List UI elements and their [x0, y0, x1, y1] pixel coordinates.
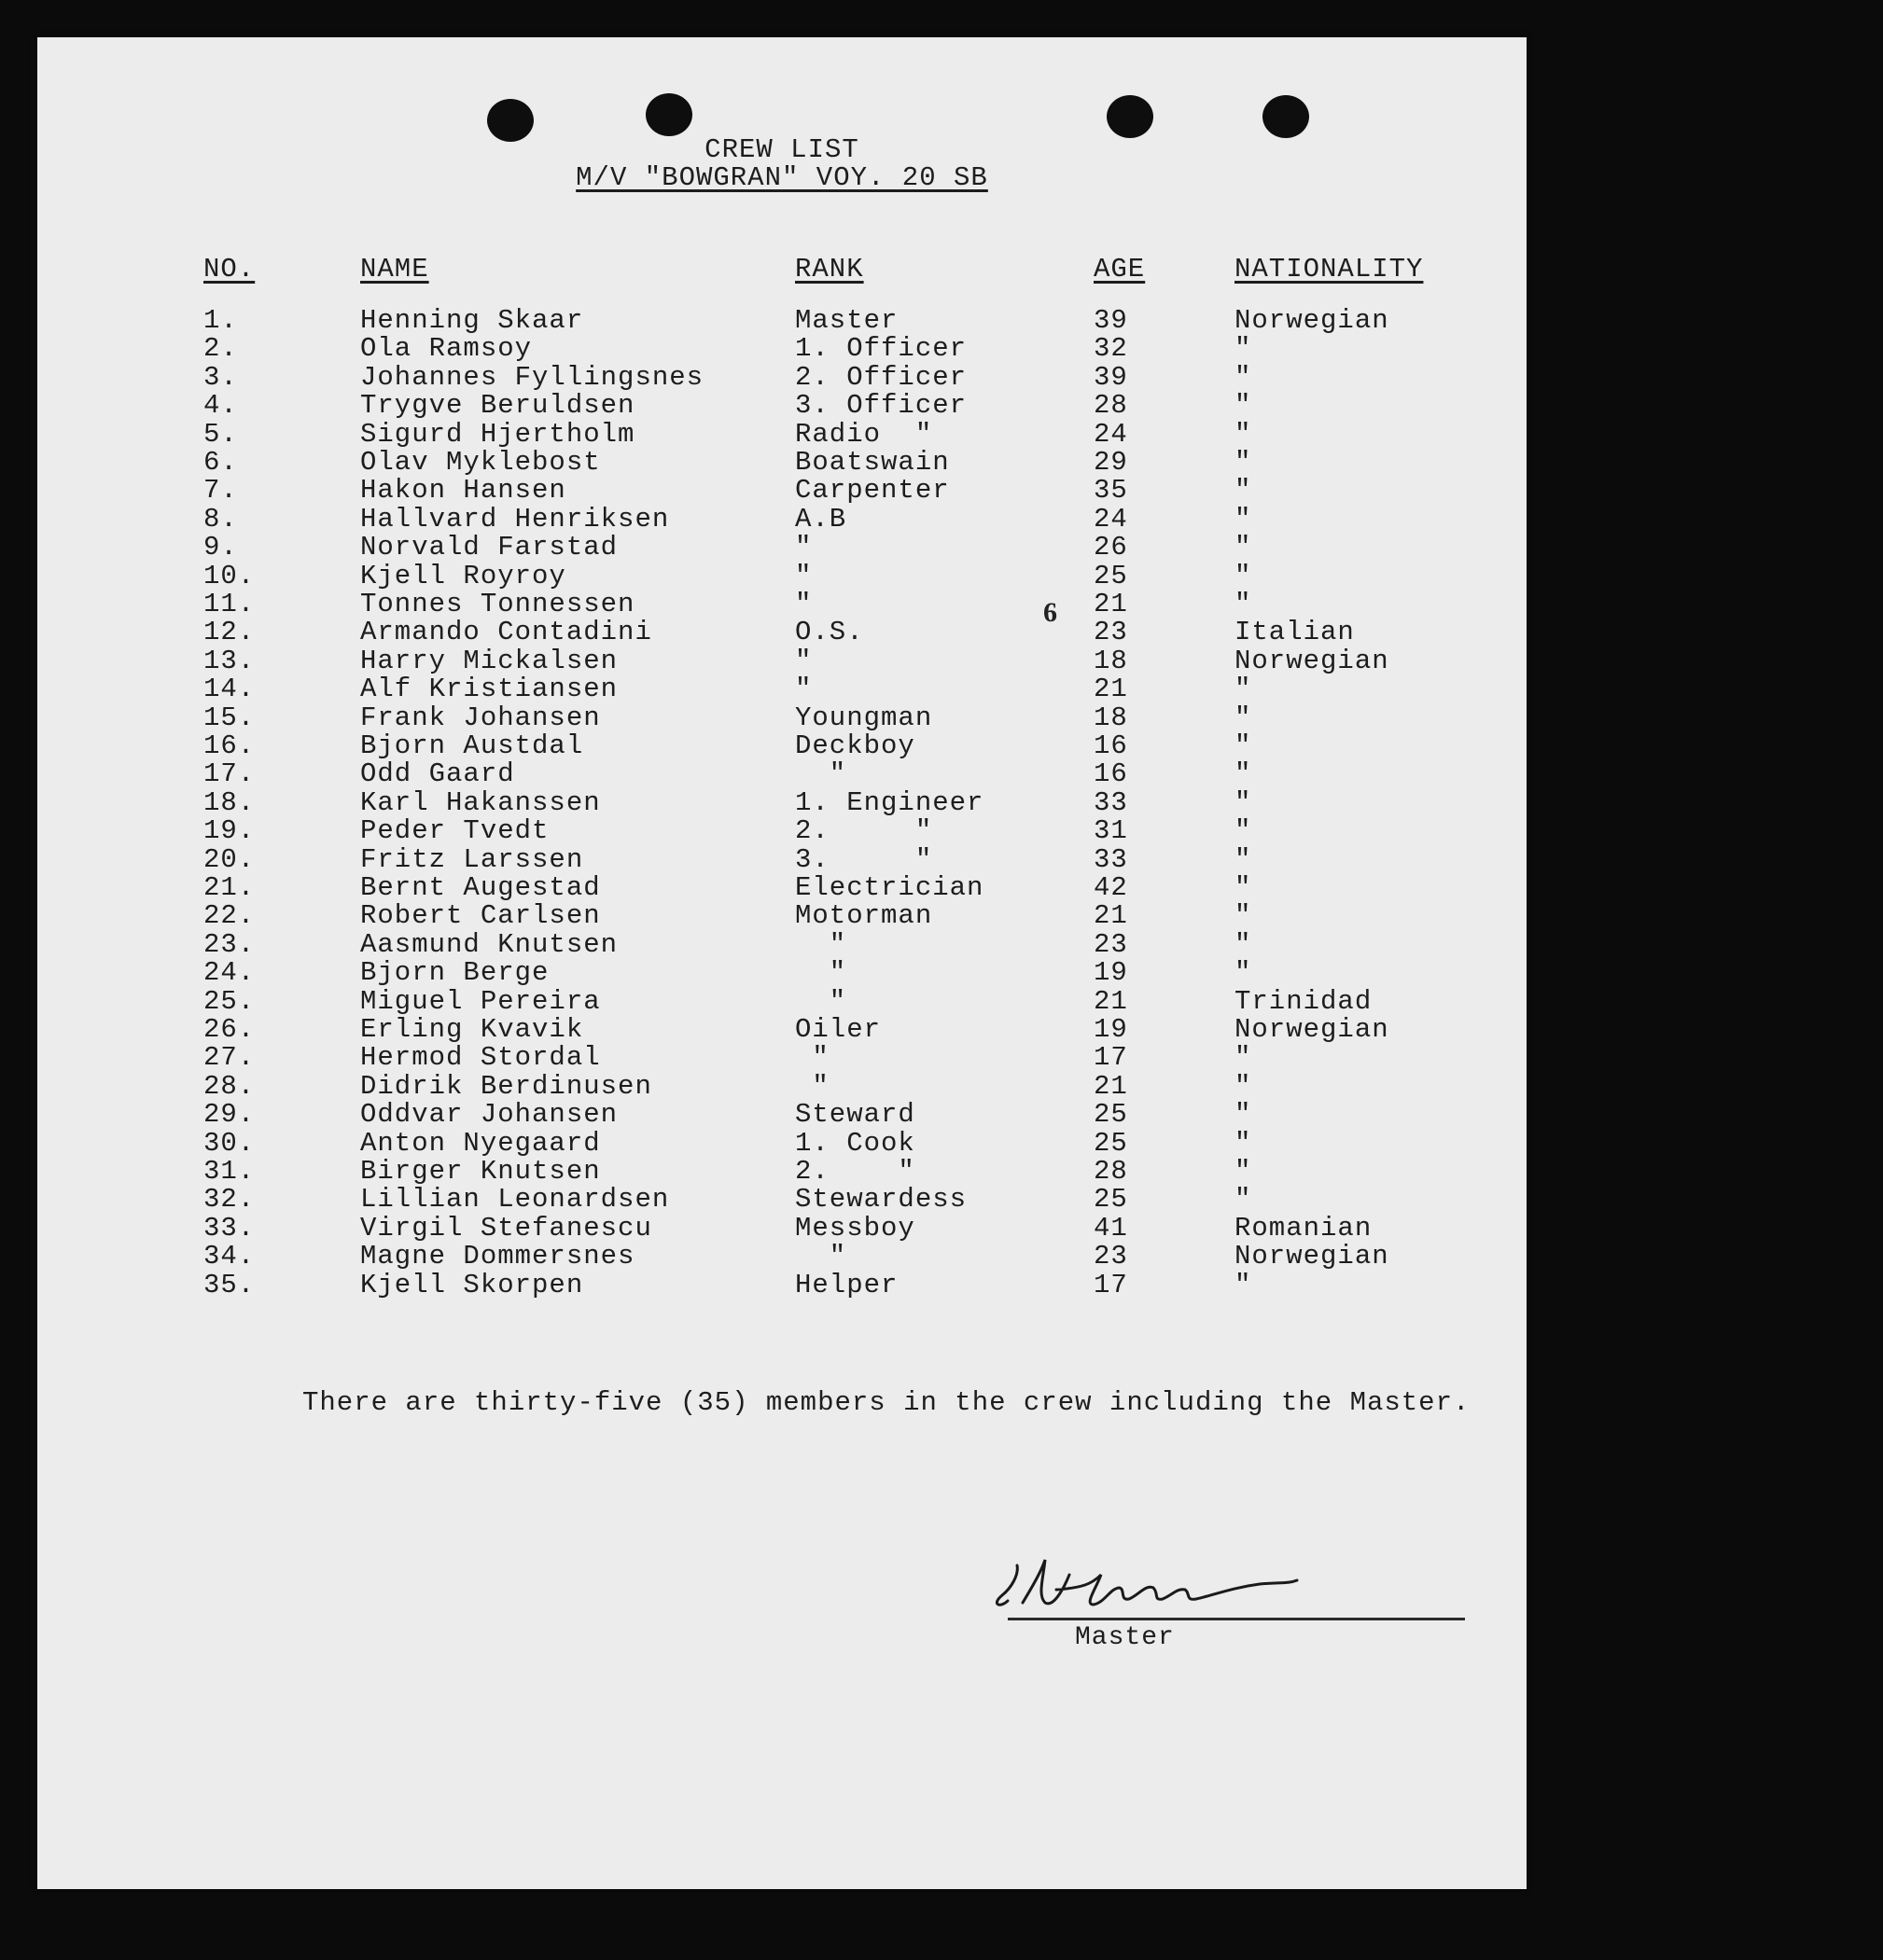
- crew-name: Alf Kristiansen: [360, 674, 619, 705]
- crew-nationality: ": [1234, 900, 1252, 932]
- crew-rank: Youngman: [795, 702, 933, 733]
- crew-nationality: ": [1234, 418, 1252, 450]
- crew-rank: 1. Officer: [795, 333, 968, 365]
- crew-no: 15.: [203, 702, 256, 733]
- crew-no: 12.: [203, 617, 256, 648]
- punch-hole: [646, 93, 692, 136]
- crew-rank: Steward: [795, 1099, 915, 1131]
- crew-age: 39: [1094, 305, 1128, 336]
- crew-name: Bjorn Berge: [360, 957, 550, 989]
- crew-rank: Master: [795, 305, 899, 336]
- crew-rank: Boatswain: [795, 447, 950, 478]
- crew-age: 24: [1094, 503, 1128, 535]
- column-header-nationality: NATIONALITY: [1234, 254, 1424, 285]
- crew-nationality: ": [1234, 475, 1252, 507]
- punch-hole: [1262, 95, 1309, 138]
- document-title: CREW LIST: [704, 134, 859, 165]
- crew-age: 24: [1094, 418, 1128, 450]
- crew-name: Odd Gaard: [360, 758, 515, 790]
- crew-rank: ": [795, 674, 813, 705]
- crew-age: 21: [1094, 900, 1128, 932]
- crew-rank: ": [795, 928, 847, 960]
- crew-name: Olav Myklebost: [360, 447, 601, 478]
- crew-age: 21: [1094, 1070, 1128, 1102]
- crew-rank: Electrician: [795, 872, 984, 903]
- crew-age: 21: [1094, 985, 1128, 1017]
- crew-no: 10.: [203, 560, 256, 591]
- crew-name: Fritz Larssen: [360, 843, 584, 875]
- crew-age: 28: [1094, 390, 1128, 422]
- crew-rank: O.S.: [795, 617, 864, 648]
- crew-name: Kjell Skorpen: [360, 1269, 584, 1300]
- crew-rank: Messboy: [795, 1212, 915, 1244]
- crew-rank: 2. ": [795, 815, 933, 847]
- crew-no: 7.: [203, 475, 238, 507]
- crew-rank: Carpenter: [795, 475, 950, 507]
- crew-no: 35.: [203, 1269, 256, 1300]
- crew-name: Robert Carlsen: [360, 900, 601, 932]
- crew-name: Ola Ramsoy: [360, 333, 533, 365]
- crew-rank: Deckboy: [795, 730, 915, 761]
- crew-rank: Stewardess: [795, 1184, 968, 1216]
- crew-no: 30.: [203, 1127, 256, 1159]
- crew-no: 31.: [203, 1156, 256, 1187]
- crew-age: 19: [1094, 1014, 1128, 1045]
- signature-line: [1008, 1618, 1465, 1620]
- signature: [980, 1547, 1465, 1621]
- crew-age: 21: [1094, 589, 1128, 619]
- crew-rank: ": [795, 985, 847, 1017]
- column-header-rank: RANK: [795, 254, 864, 285]
- crew-nationality: ": [1234, 361, 1252, 393]
- crew-age: 42: [1094, 872, 1128, 903]
- crew-no: 17.: [203, 758, 256, 790]
- crew-rank: ": [795, 532, 813, 563]
- crew-name: Norvald Farstad: [360, 532, 619, 563]
- crew-no: 28.: [203, 1070, 256, 1102]
- crew-rank: A.B: [795, 503, 847, 535]
- crew-name: Didrik Berdinusen: [360, 1070, 652, 1102]
- crew-nationality: ": [1234, 674, 1252, 705]
- crew-no: 3.: [203, 361, 238, 393]
- crew-name: Trygve Beruldsen: [360, 390, 635, 422]
- crew-no: 8.: [203, 503, 238, 535]
- crew-rank: 2. Officer: [795, 361, 968, 393]
- crew-age: 25: [1094, 1127, 1128, 1159]
- crew-no: 25.: [203, 985, 256, 1017]
- crew-age: 23: [1094, 1241, 1128, 1272]
- crew-no: 21.: [203, 872, 256, 903]
- crew-rank: ": [795, 645, 813, 676]
- crew-no: 1.: [203, 305, 238, 336]
- crew-age: 39: [1094, 361, 1128, 393]
- crew-summary: There are thirty-five (35) members in the crew including the Master.: [302, 1387, 1471, 1418]
- crew-name: Miguel Pereira: [360, 985, 601, 1017]
- crew-age: 18: [1094, 645, 1128, 676]
- crew-nationality: ": [1234, 1156, 1252, 1187]
- column-header-no: NO.: [203, 254, 256, 285]
- crew-rank: Oiler: [795, 1014, 882, 1045]
- crew-age: 41: [1094, 1212, 1128, 1244]
- crew-rank: 3. Officer: [795, 390, 968, 422]
- signature-label: Master: [1075, 1623, 1175, 1652]
- crew-name: Magne Dommersnes: [360, 1241, 635, 1272]
- crew-no: 26.: [203, 1014, 256, 1045]
- crew-nationality: ": [1234, 957, 1252, 989]
- crew-age: 31: [1094, 815, 1128, 847]
- crew-name: Lillian Leonardsen: [360, 1184, 670, 1216]
- crew-age: 25: [1094, 1099, 1128, 1131]
- crew-age: 29: [1094, 447, 1128, 478]
- document-subtitle: M/V "BOWGRAN" VOY. 20 SB: [576, 162, 988, 193]
- crew-rank: ": [795, 1241, 847, 1272]
- crew-no: 6.: [203, 447, 238, 478]
- crew-name: Tonnes Tonnessen: [360, 589, 635, 619]
- crew-nationality: Trinidad: [1234, 985, 1373, 1017]
- crew-no: 14.: [203, 674, 256, 705]
- crew-name: Harry Mickalsen: [360, 645, 619, 676]
- crew-nationality: Italian: [1234, 617, 1355, 648]
- crew-rank: 2. ": [795, 1156, 915, 1187]
- crew-no: 32.: [203, 1184, 256, 1216]
- crew-nationality: ": [1234, 1127, 1252, 1159]
- crew-nationality: Norwegian: [1234, 645, 1389, 676]
- crew-nationality: Norwegian: [1234, 1241, 1389, 1272]
- crew-name: Erling Kvavik: [360, 1014, 584, 1045]
- crew-rank: Motorman: [795, 900, 933, 932]
- crew-name: Armando Contadini: [360, 617, 652, 648]
- crew-age: 17: [1094, 1042, 1128, 1074]
- crew-name: Hermod Stordal: [360, 1042, 601, 1074]
- column-header-name: NAME: [360, 254, 429, 285]
- crew-name: Aasmund Knutsen: [360, 928, 619, 960]
- crew-age: 33: [1094, 843, 1128, 875]
- crew-rank: ": [795, 957, 847, 989]
- crew-nationality: ": [1234, 560, 1252, 591]
- crew-nationality: ": [1234, 1269, 1252, 1300]
- crew-no: 23.: [203, 928, 256, 960]
- crew-nationality: ": [1234, 1184, 1252, 1216]
- crew-nationality: ": [1234, 447, 1252, 478]
- crew-age: 25: [1094, 1184, 1128, 1216]
- crew-age: 28: [1094, 1156, 1128, 1187]
- crew-no: 9.: [203, 532, 238, 563]
- crew-nationality: ": [1234, 390, 1252, 422]
- crew-nationality: ": [1234, 1042, 1252, 1074]
- crew-age: 21: [1094, 674, 1128, 705]
- crew-rank: 1. Cook: [795, 1127, 915, 1159]
- crew-rank: ": [795, 758, 847, 790]
- crew-nationality: ": [1234, 786, 1252, 818]
- crew-no: 18.: [203, 786, 256, 818]
- crew-nationality: ": [1234, 702, 1252, 733]
- crew-name: Karl Hakanssen: [360, 786, 601, 818]
- crew-rank: ": [795, 1070, 830, 1102]
- document-page: [37, 37, 1527, 1889]
- crew-nationality: ": [1234, 815, 1252, 847]
- crew-rank: ": [795, 560, 813, 591]
- crew-age: 23: [1094, 928, 1128, 960]
- crew-no: 11.: [203, 589, 256, 619]
- crew-age: 23: [1094, 617, 1128, 648]
- crew-name: Peder Tvedt: [360, 815, 550, 847]
- crew-no: 27.: [203, 1042, 256, 1074]
- crew-nationality: Romanian: [1234, 1212, 1373, 1244]
- crew-name: Kjell Royroy: [360, 560, 566, 591]
- crew-rank: ": [795, 589, 813, 619]
- crew-no: 33.: [203, 1212, 256, 1244]
- crew-no: 22.: [203, 900, 256, 932]
- crew-age: 18: [1094, 702, 1128, 733]
- crew-no: 24.: [203, 957, 256, 989]
- crew-name: Sigurd Hjertholm: [360, 418, 635, 450]
- crew-age: 33: [1094, 786, 1128, 818]
- crew-no: 16.: [203, 730, 256, 761]
- punch-hole: [1107, 95, 1153, 138]
- crew-nationality: ": [1234, 730, 1252, 761]
- crew-nationality: ": [1234, 589, 1252, 619]
- crew-name: Oddvar Johansen: [360, 1099, 619, 1131]
- crew-no: 34.: [203, 1241, 256, 1272]
- crew-age: 35: [1094, 475, 1128, 507]
- crew-nationality: ": [1234, 1099, 1252, 1131]
- page-number: 6: [1043, 597, 1057, 628]
- crew-name: Johannes Fyllingsnes: [360, 361, 704, 393]
- crew-rank: 1. Engineer: [795, 786, 984, 818]
- crew-age: 32: [1094, 333, 1128, 365]
- crew-age: 16: [1094, 730, 1128, 761]
- crew-rank: Helper: [795, 1269, 899, 1300]
- crew-age: 17: [1094, 1269, 1128, 1300]
- crew-name: Birger Knutsen: [360, 1156, 601, 1187]
- crew-nationality: ": [1234, 928, 1252, 960]
- crew-nationality: ": [1234, 1070, 1252, 1102]
- crew-nationality: ": [1234, 503, 1252, 535]
- crew-name: Bernt Augestad: [360, 872, 601, 903]
- crew-nationality: Norwegian: [1234, 305, 1389, 336]
- crew-name: Henning Skaar: [360, 305, 584, 336]
- crew-nationality: ": [1234, 872, 1252, 903]
- crew-no: 29.: [203, 1099, 256, 1131]
- column-header-age: AGE: [1094, 254, 1146, 285]
- crew-age: 19: [1094, 957, 1128, 989]
- crew-age: 25: [1094, 560, 1128, 591]
- crew-no: 4.: [203, 390, 238, 422]
- crew-nationality: ": [1234, 758, 1252, 790]
- crew-rank: 3. ": [795, 843, 933, 875]
- crew-name: Hakon Hansen: [360, 475, 566, 507]
- crew-name: Bjorn Austdal: [360, 730, 584, 761]
- crew-no: 19.: [203, 815, 256, 847]
- crew-nationality: ": [1234, 333, 1252, 365]
- crew-nationality: ": [1234, 843, 1252, 875]
- crew-no: 5.: [203, 418, 238, 450]
- crew-nationality: Norwegian: [1234, 1014, 1389, 1045]
- crew-name: Hallvard Henriksen: [360, 503, 670, 535]
- crew-rank: Radio ": [795, 418, 933, 450]
- crew-age: 16: [1094, 758, 1128, 790]
- crew-name: Frank Johansen: [360, 702, 601, 733]
- crew-no: 2.: [203, 333, 238, 365]
- crew-name: Anton Nyegaard: [360, 1127, 601, 1159]
- crew-name: Virgil Stefanescu: [360, 1212, 652, 1244]
- crew-rank: ": [795, 1042, 830, 1074]
- crew-no: 13.: [203, 645, 256, 676]
- crew-age: 26: [1094, 532, 1128, 563]
- crew-no: 20.: [203, 843, 256, 875]
- crew-nationality: ": [1234, 532, 1252, 563]
